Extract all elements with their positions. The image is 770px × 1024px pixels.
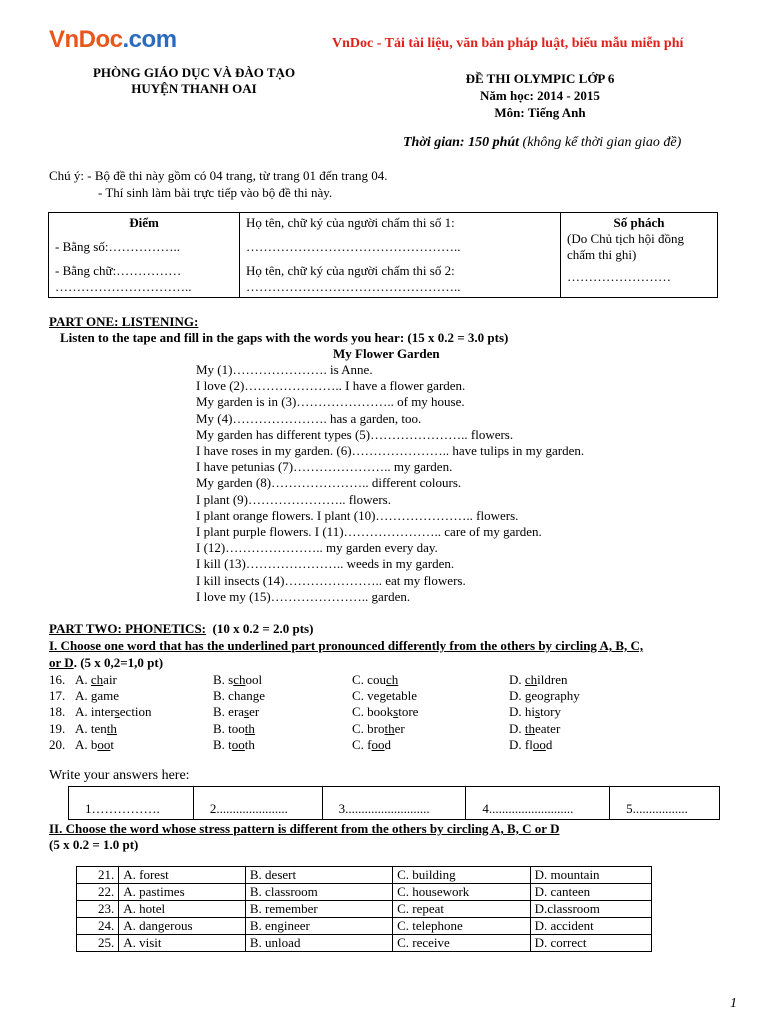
part2-heading-row [49, 621, 313, 637]
stress-option-a[interactable]: A. dangerous [119, 918, 246, 935]
part1-title: My Flower Garden [333, 346, 440, 361]
stress-row [77, 884, 652, 901]
so-phach-cell [561, 213, 718, 298]
exam-time-note: (không kể thời gian giao đề) [522, 135, 682, 150]
score-number-field: - Bằng số:…………….. [55, 239, 180, 254]
score-box [48, 212, 718, 298]
option-b[interactable] [213, 688, 265, 704]
option-d-post: tory [540, 704, 562, 720]
logo-extension: .com [122, 26, 177, 53]
option-a-post: t [110, 736, 115, 752]
exam-header [400, 70, 680, 121]
option-b-ul: s [244, 704, 250, 720]
option-c-post: er [394, 720, 405, 736]
option-a-pre: A. b [75, 736, 98, 752]
stress-option-b[interactable]: B. classroom [245, 884, 392, 901]
section1-points: . (5 x 0,2=1,0 pt) [73, 655, 164, 670]
examiner2-dots: ………………………………………….. [246, 279, 461, 294]
option-a-pre: A. ten [75, 720, 107, 736]
option-d-post: eography [531, 688, 580, 704]
option-c-ul: th [384, 720, 395, 736]
option-c-post: d [384, 736, 391, 752]
question-number: 20. [49, 736, 66, 752]
option-a-pre: A. [75, 688, 91, 704]
exam-subject: Môn: Tiếng Anh [494, 105, 586, 120]
option-d[interactable] [509, 672, 568, 688]
org-line2: HUYỆN THANH OAI [131, 81, 257, 96]
option-a[interactable] [75, 688, 119, 704]
question-number: 17. [49, 688, 66, 704]
stress-option-d[interactable]: D. correct [530, 935, 651, 952]
so-phach-label: Số phách [613, 215, 665, 230]
question-number: 18. [49, 704, 66, 720]
option-b-ul: ch [233, 672, 246, 687]
so-phach-note2: chấm thi ghi) [567, 247, 637, 262]
option-a-ul: s [114, 704, 120, 720]
page-number: 1 [730, 996, 737, 1011]
option-b[interactable] [213, 721, 255, 737]
option-b-pre: B. too [213, 720, 245, 736]
question-number: 19. [49, 720, 66, 736]
write-answers-label: Write your answers here: [49, 768, 190, 783]
listening-line: I kill insects (14)………………….. eat my flowers. [196, 572, 466, 588]
option-a-ul: oo [97, 736, 111, 752]
examiner2-label: Họ tên, chữ ký của người chấm thi số 2: [246, 263, 455, 278]
option-d-pre: D. hi [509, 704, 535, 720]
stress-option-a[interactable]: A. visit [119, 935, 246, 952]
stress-option-b[interactable]: B. remember [245, 901, 392, 918]
org-line1: PHÒNG GIÁO DỤC VÀ ĐÀO TẠO [92, 65, 296, 80]
stress-table [76, 866, 652, 952]
option-b-ul: oo [231, 736, 245, 752]
stress-option-a[interactable]: A. forest [119, 867, 246, 884]
option-b-ul: th [244, 720, 255, 736]
listening-line: I love (2)………………….. I have a flower garden. [196, 378, 466, 394]
listening-line: I love my (15)………………….. garden. [196, 588, 411, 604]
examiner-cell [240, 213, 561, 298]
score-words-field: - Bằng chữ:…………… [55, 263, 182, 278]
part2-heading: PART TWO: PHONETICS: [49, 621, 207, 636]
exam-time-label: Thời gian: 150 phút [403, 135, 520, 150]
section2-points: (5 x 0.2 = 1.0 pt) [49, 837, 139, 852]
score-cell [49, 213, 240, 298]
option-b[interactable] [213, 704, 259, 720]
note-line2: - Thí sinh làm bài trực tiếp vào bộ đề thi này. [98, 185, 333, 200]
option-d-ul: oo [532, 736, 546, 752]
option-d[interactable] [509, 721, 560, 737]
option-d[interactable] [509, 704, 561, 720]
section2-instruction: II. Choose the word whose stress pattern is different from the others by circling A, B, C or D [49, 821, 560, 836]
examiner1-label: Họ tên, chữ ký của người chấm thi số 1: [246, 215, 455, 230]
listening-line: My garden has different types (5)………………….. flowers. [196, 426, 514, 442]
option-c-post: etable [385, 688, 417, 704]
option-d-pre: D. [509, 672, 525, 687]
option-c[interactable] [352, 672, 398, 688]
answer-cell[interactable]: 1……………. [69, 787, 194, 820]
option-a-post: air [103, 672, 117, 687]
option-c-ul: s [393, 704, 399, 720]
examiner1-dots: ………………………………………….. [246, 239, 461, 254]
stress-row [77, 867, 652, 884]
option-d-post: eater [535, 720, 561, 736]
option-a-ul: th [106, 720, 117, 736]
listening-line: My garden is in (3)………………….. of my house. [196, 394, 465, 410]
stress-number: 23. [77, 901, 119, 918]
option-d-post: d [545, 736, 553, 752]
option-c-pre: C. ve [352, 688, 380, 704]
so-phach-note1: (Do Chủ tịch hội đồng [567, 231, 684, 246]
listening-line: I (12)………………….. my garden every day. [196, 540, 438, 556]
answer-cell[interactable]: 5................. [610, 787, 720, 820]
listening-line: I have roses in my garden. (6)………………….. have tulips in my garden. [196, 443, 585, 458]
stress-row [77, 901, 652, 918]
stress-option-d[interactable]: D. mountain [530, 867, 651, 884]
listening-line: I plant orange flowers. I plant (10)………………….. flowers. [196, 507, 519, 523]
stress-option-b[interactable]: B. desert [245, 867, 392, 884]
option-d-ul: g [524, 688, 532, 704]
option-a-post: ection [119, 704, 152, 720]
so-phach-dots: …………………… [567, 269, 671, 284]
option-c-pre: C. bro [352, 720, 385, 736]
option-d-pre: D. [509, 688, 525, 704]
option-d[interactable] [509, 688, 580, 704]
stress-number: 22. [77, 884, 119, 901]
stress-option-d[interactable]: D. accident [530, 918, 651, 935]
option-b-pre: B. s [213, 672, 234, 687]
part1-heading: PART ONE: LISTENING: [49, 314, 199, 329]
section1-or-d: or D [49, 655, 74, 670]
answer-cell[interactable]: 2...................... [193, 787, 322, 820]
stress-option-a[interactable]: A. pastimes [119, 884, 246, 901]
option-d-ul: th [524, 720, 536, 736]
option-c-post: tore [398, 704, 419, 720]
option-a[interactable] [75, 704, 152, 720]
vndoc-logo[interactable] [49, 26, 177, 54]
listening-line: My garden (8)………………….. different colours. [196, 475, 462, 491]
option-c-pre: C. book [352, 704, 394, 720]
option-a[interactable] [75, 737, 114, 753]
section1-instruction-line2 [49, 655, 163, 671]
part1-instruction: Listen to the tape and fill in the gaps with the words you hear: (15 x 0.2 = 3.0 pts) [60, 330, 509, 345]
option-b-post: e [259, 688, 265, 704]
option-b-post: er [249, 704, 260, 720]
option-b-post: th [244, 736, 255, 752]
option-c[interactable] [352, 721, 405, 737]
option-a[interactable] [75, 721, 117, 737]
logo-text: VnDoc [49, 26, 123, 53]
answer-cell[interactable]: 3.......................... [322, 787, 466, 820]
stress-number: 25. [77, 935, 119, 952]
stress-option-a[interactable]: A. hotel [119, 901, 246, 918]
stress-option-d[interactable]: D.classroom [530, 901, 651, 918]
option-a-ul: g [90, 688, 98, 704]
listening-line: I plant (9)………………….. flowers. [196, 491, 391, 507]
option-d[interactable] [509, 737, 552, 753]
option-b-ul: g [252, 688, 260, 704]
stress-option-d[interactable]: D. canteen [530, 884, 651, 901]
option-d-ul: s [535, 704, 541, 720]
stress-option-c[interactable]: C. building [393, 867, 530, 884]
option-b-post: ool [245, 672, 263, 687]
option-c[interactable] [352, 688, 417, 704]
option-c[interactable] [352, 737, 391, 753]
option-b[interactable] [213, 737, 255, 753]
option-a-pre: A. inter [75, 704, 115, 720]
option-c-pre: C. f [352, 736, 372, 752]
option-c-ul: ch [385, 672, 399, 687]
stress-row [77, 935, 652, 952]
score-words-dots: ………………………….. [55, 279, 192, 294]
option-d-post: ildren [537, 672, 568, 687]
score-label: Điểm [129, 215, 159, 230]
site-tagline: VnDoc - Tải tài liệu, văn bản pháp luật, biểu mẫu miễn phí [332, 36, 684, 51]
note-line1: Chú ý: - Bộ đề thi này gồm có 04 trang, từ trang 01 đến trang 04. [49, 168, 388, 183]
option-b-pre: B. chan [213, 688, 253, 704]
option-c[interactable] [352, 704, 418, 720]
exam-year: Năm học: 2014 - 2015 [480, 88, 600, 103]
option-b[interactable] [213, 672, 262, 688]
stress-option-c[interactable]: C. telephone [393, 918, 530, 935]
listening-line: I plant purple flowers. I (11)………………….. care of my garden. [196, 524, 542, 539]
stress-option-c[interactable]: C. housework [393, 884, 530, 901]
part2-points: (10 x 0.2 = 2.0 pts) [212, 621, 314, 636]
stress-option-b[interactable]: B. engineer [245, 918, 392, 935]
answer-cell[interactable]: 4.......................... [466, 787, 610, 820]
exam-title: ĐỀ THI OLYMPIC LỚP 6 [465, 71, 615, 86]
stress-number: 21. [77, 867, 119, 884]
listening-line: My (4)…………………. has a garden, too. [196, 410, 422, 426]
section1-instruction: I. Choose one word that has the underlined part pronounced differently from the others by circling A, B, C, [49, 638, 644, 653]
listening-line: I kill (13)………………….. weeds in my garden. [196, 556, 455, 572]
org-name [60, 65, 328, 97]
stress-option-c[interactable]: C. repeat [393, 901, 530, 918]
option-a-pre: A. [75, 672, 91, 687]
option-c-ul: oo [371, 736, 385, 752]
option-a[interactable] [75, 672, 117, 688]
option-a-ul: ch [90, 672, 104, 687]
listening-line: I have petunias (7)………………….. my garden. [196, 459, 453, 475]
option-d-ul: ch [524, 672, 538, 687]
listening-line: My (1)…………………. is Anne. [196, 362, 373, 377]
option-d-pre: D. [509, 720, 525, 736]
stress-number: 24. [77, 918, 119, 935]
stress-option-c[interactable]: C. receive [393, 935, 530, 952]
option-c-pre: C. cou [352, 672, 386, 687]
answer-table [68, 786, 720, 820]
option-a-post: ame [97, 688, 120, 704]
exam-time [403, 135, 681, 151]
option-b-pre: B. era [213, 704, 245, 720]
option-c-ul: g [379, 688, 386, 704]
question-number: 16. [49, 672, 66, 687]
option-b-pre: B. t [213, 736, 232, 752]
option-d-pre: D. fl [509, 736, 533, 752]
stress-option-b[interactable]: B. unload [245, 935, 392, 952]
stress-row [77, 918, 652, 935]
